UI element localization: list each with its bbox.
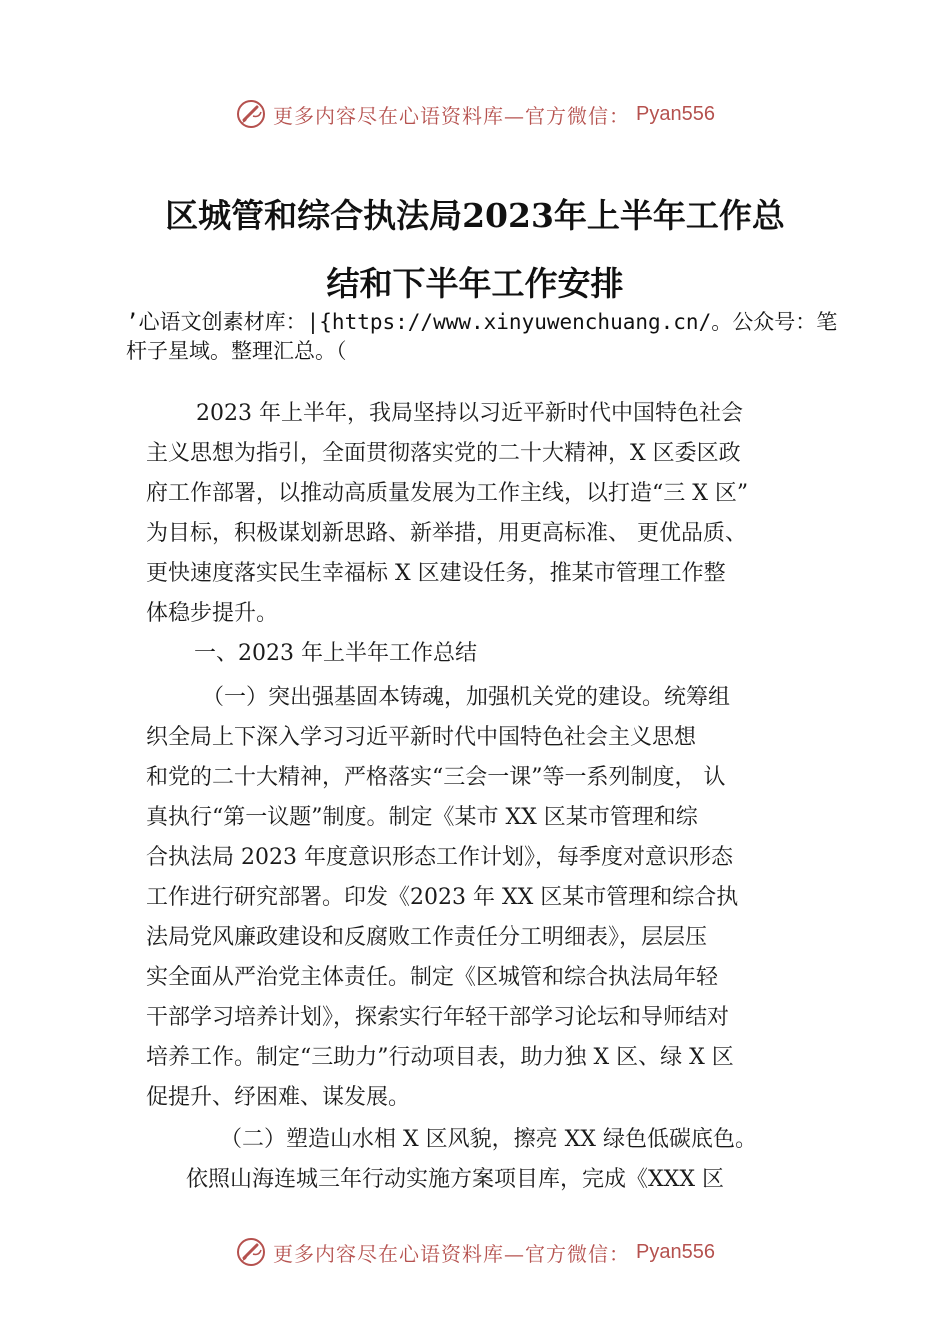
banner-text: 更多内容尽在心语资料库—官方微信：: [273, 1241, 631, 1266]
item-2-heading: （二）塑造山水相 X 区风貌，擦亮 XX 绿色低碳底色。: [220, 1127, 757, 1152]
banner-text: 更多内容尽在心语资料库—官方微信：: [273, 103, 631, 128]
text-line: 实全面从严治党主体责任。制定《区城管和综合执法局年轻: [146, 965, 719, 990]
text-line: 主义思想为指引，全面贯彻落实党的二十大精神，X 区委区政: [146, 441, 741, 466]
brush-logo-icon: [235, 1236, 267, 1268]
text-line: 为目标，积极谋划新思路、新举措，用更高标准、 更优品质、: [146, 521, 747, 546]
document-title-line-1: 区城管和综合执法局2023年上半年工作总: [165, 196, 785, 235]
section-heading: [146, 634, 812, 674]
text-line: 促提升、纾困难、谋发展。: [146, 1085, 411, 1110]
text-line: 更快速度落实民生幸福标 X 区建设任务，推某市管理工作整: [146, 561, 726, 586]
text-line: 体稳步提升。: [146, 601, 279, 626]
text-line: 织全局上下深入学习习近平新时代中国特色社会主义思想: [146, 725, 697, 750]
banner-wechat-id: Pyan556: [636, 1240, 715, 1263]
item-2-paragraph: [146, 1120, 812, 1200]
text-line: 真执行“第一议题”制度。制定《某市 XX 区某市管理和综: [146, 805, 698, 830]
brush-logo-icon: [235, 98, 267, 130]
text-line: 依照山海连城三年行动实施方案项目库，完成《XXX 区: [186, 1167, 724, 1192]
section-heading-text: 一、2023 年上半年工作总结: [194, 641, 477, 666]
text-line: 合执法局 2023 年度意识形态工作计划》，每季度对意识形态: [146, 845, 733, 870]
header-watermark-banner: [0, 94, 950, 134]
item-1-paragraph: [146, 678, 812, 1118]
document-title-line-2: 结和下半年工作安排: [326, 264, 624, 303]
intro-paragraph: [146, 394, 812, 634]
text-line: 干部学习培养计划》，探索实行年轻干部学习论坛和导师结对: [146, 1005, 730, 1030]
banner-wechat-id: Pyan556: [636, 102, 715, 125]
text-line: 法局党风廉政建设和反腐败工作责任分工明细表》，层层压: [146, 925, 708, 950]
text-line: 府工作部署，以推动高质量发展为工作主线，以打造“三 X 区”: [146, 481, 749, 506]
text-line: 培养工作。制定“三助力”行动项目表，助力独 X 区、绿 X 区: [146, 1045, 734, 1070]
source-note: ’心语文创素材库：|{https://www.xinyuwenchuang.cn/。公众号：笔杆子星域。整理汇总。（: [126, 310, 838, 363]
text-line: （一）突出强基固本铸魂，加强机关党的建设。统筹组: [202, 685, 731, 710]
footer-watermark-banner: [0, 1232, 950, 1272]
text-line: 2023 年上半年，我局坚持以习近平新时代中国特色社会: [196, 401, 743, 426]
text-line: 和党的二十大精神，严格落实“三会一课”等一系列制度， 认: [146, 765, 726, 790]
text-line: 工作进行研究部署。印发《2023 年 XX 区某市管理和综合执: [146, 885, 739, 910]
